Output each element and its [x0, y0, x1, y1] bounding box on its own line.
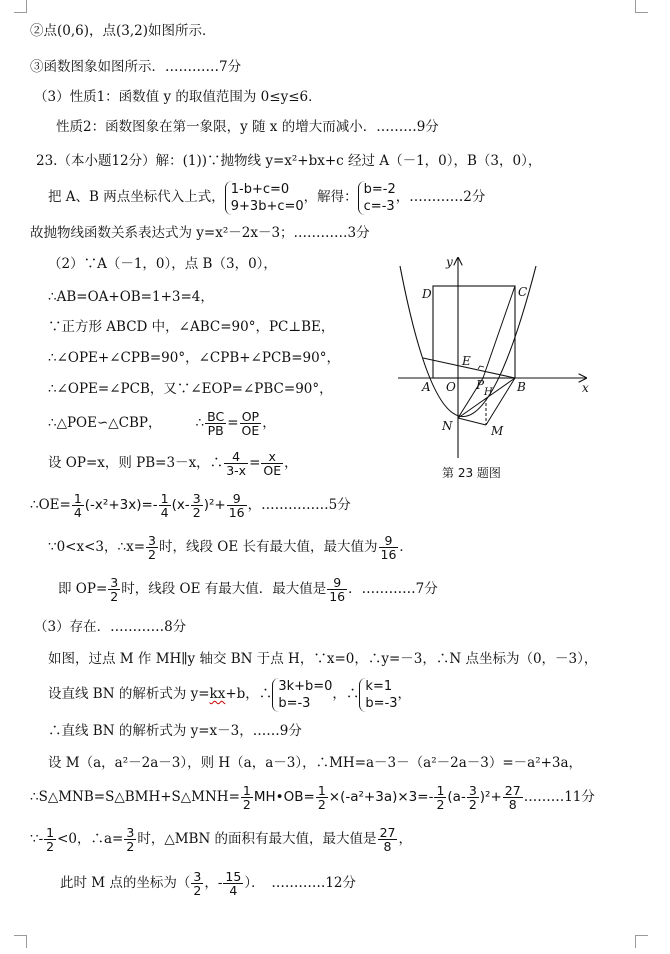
- line-6: 把 A、B 两点坐标代入上式， 1-b+c=0 9+3b+c=0 ，解得： b=-2 c=-3 ，…………2分: [48, 181, 486, 214]
- label-m: M: [491, 424, 504, 438]
- solution-system: b=-2 c=-3: [358, 181, 396, 215]
- line-14: 设 OP=x，则 PB=3－x，∴ $\frac{4}{3-x}$ = $\frac{x}{OE}$ ，: [48, 449, 298, 478]
- parabola-curve: [400, 266, 536, 417]
- line-19: 如图，过点 M 作 MH∥y 轴交 BN 于点 H，∵x=0，∴y=－3，∴N 点坐标为（0，－3），: [48, 651, 598, 667]
- square-abcd: [433, 286, 515, 378]
- line-13: ∴△POE∽△CBP， ∴ $\frac{BC}{PB}$ = $\frac{OP}{OE}$ ，: [48, 409, 276, 438]
- equation-system: 1-b+c=0 9+3b+c=0: [225, 181, 304, 215]
- page-corner-mark: [635, 0, 648, 13]
- line-9: ∴AB=OA+OB=1+3=4，: [48, 289, 214, 305]
- page-corner-mark: [14, 935, 27, 948]
- label-x: x: [582, 381, 589, 395]
- line-5-problem-23: 23.（本小题12分）解：(1))∵抛物线 y=x²+bx+c 经过 A（－1，0），B（3，0），: [36, 153, 542, 169]
- line-24: ∵- $\frac{1}{2}$ <0，∴a= $\frac{3}{2}$ 时，△MBN 的面积有最大值，最大值是 $\frac{27}{8}$ ，: [30, 825, 412, 854]
- problem-23-figure: [388, 252, 598, 464]
- line-22: 设 M（a，a²－2a－3），则 H（a，a－3），∴MH=a－3－（a²－2a－3）=－a²+3a，: [48, 755, 583, 771]
- label-h: H: [484, 387, 493, 398]
- label-b: B: [517, 380, 526, 394]
- line-18: （3）存在．…………8分: [34, 619, 187, 635]
- label-p: P: [476, 378, 485, 392]
- line-4: 性质2：函数图象在第一象限，y 随 x 的增大而减小．………9分: [56, 119, 439, 135]
- right-angle-mark: [478, 366, 484, 369]
- line-1: ②点(0,6)，点(3,2)如图所示．: [30, 23, 216, 39]
- label-c: C: [518, 285, 528, 299]
- line-12: ∴∠OPE=∠PCB，又∵∠EOP=∠PBC=90°，: [48, 381, 333, 397]
- line-20: 设直线 BN 的解析式为 y=kx+b，∴ 3k+b=0 b=-3 ，∴ k=1 b=-3 ，: [48, 678, 412, 711]
- label-a: A: [422, 380, 431, 394]
- page-corner-mark: [635, 935, 648, 948]
- line-23: ∴S△MNB=S△BMH+S△MNH= $\frac{1}{2}$ MH•OB= $\frac{1}{2}$ ×(-a²+3a)×3=- $\frac{1}{2}$ (a- $\frac{3}{2}$ )²+ $\frac{27}{8}$ ………11分: [30, 783, 595, 812]
- segment-pc: [483, 286, 515, 378]
- line-21: ∴直线 BN 的解析式为 y=x－3，……9分: [48, 723, 302, 739]
- segment-nm: [458, 418, 486, 425]
- segment-mb: [486, 378, 515, 425]
- line-7: 故抛物线函数关系表达式为 y=x²－2x－3；…………3分: [30, 225, 370, 241]
- line-16: ∵0<x<3，∴x= $\frac{3}{2}$ 时，线段 OE 长有最大值，最大值为 $\frac{9}{16}$ ．: [48, 533, 413, 562]
- line-15: ∴OE= $\frac{1}{4}$ (-x²+3x)=- $\frac{1}{4}$ (x- $\frac{3}{2}$ )²+ $\frac{9}{16}$ ，……………5分: [30, 491, 351, 520]
- figure-caption: 第 23 题图: [442, 466, 501, 480]
- line-25: 此时 M 点的坐标为（ $\frac{3}{2}$ ，- $\frac{15}{4}$ ）． …………12分: [60, 869, 357, 898]
- line-3: （3）性质1：函数值 y 的取值范围为 0≤y≤6．: [34, 89, 322, 105]
- line-8: （2）∵A（－1，0），点 B（3，0），: [48, 256, 277, 272]
- page-corner-mark: [14, 0, 27, 13]
- label-n: N: [442, 419, 453, 433]
- line-11: ∴∠OPE+∠CPB=90°，∠CPB+∠PCB=90°，: [48, 350, 340, 366]
- line-17: 即 OP= $\frac{3}{2}$ 时，线段 OE 有最大值．最大值是 $\frac{9}{16}$ ．…………7分: [58, 575, 438, 604]
- label-d: D: [422, 287, 432, 301]
- label-e: E: [462, 354, 471, 368]
- line-10: ∵正方形 ABCD 中，∠ABC=90°，PC⊥BE，: [48, 319, 335, 335]
- line-2: ③函数图象如图所示．…………7分: [30, 59, 242, 75]
- underlined-kx: kx: [209, 686, 226, 702]
- label-y: y: [446, 255, 453, 269]
- label-o: O: [446, 380, 456, 394]
